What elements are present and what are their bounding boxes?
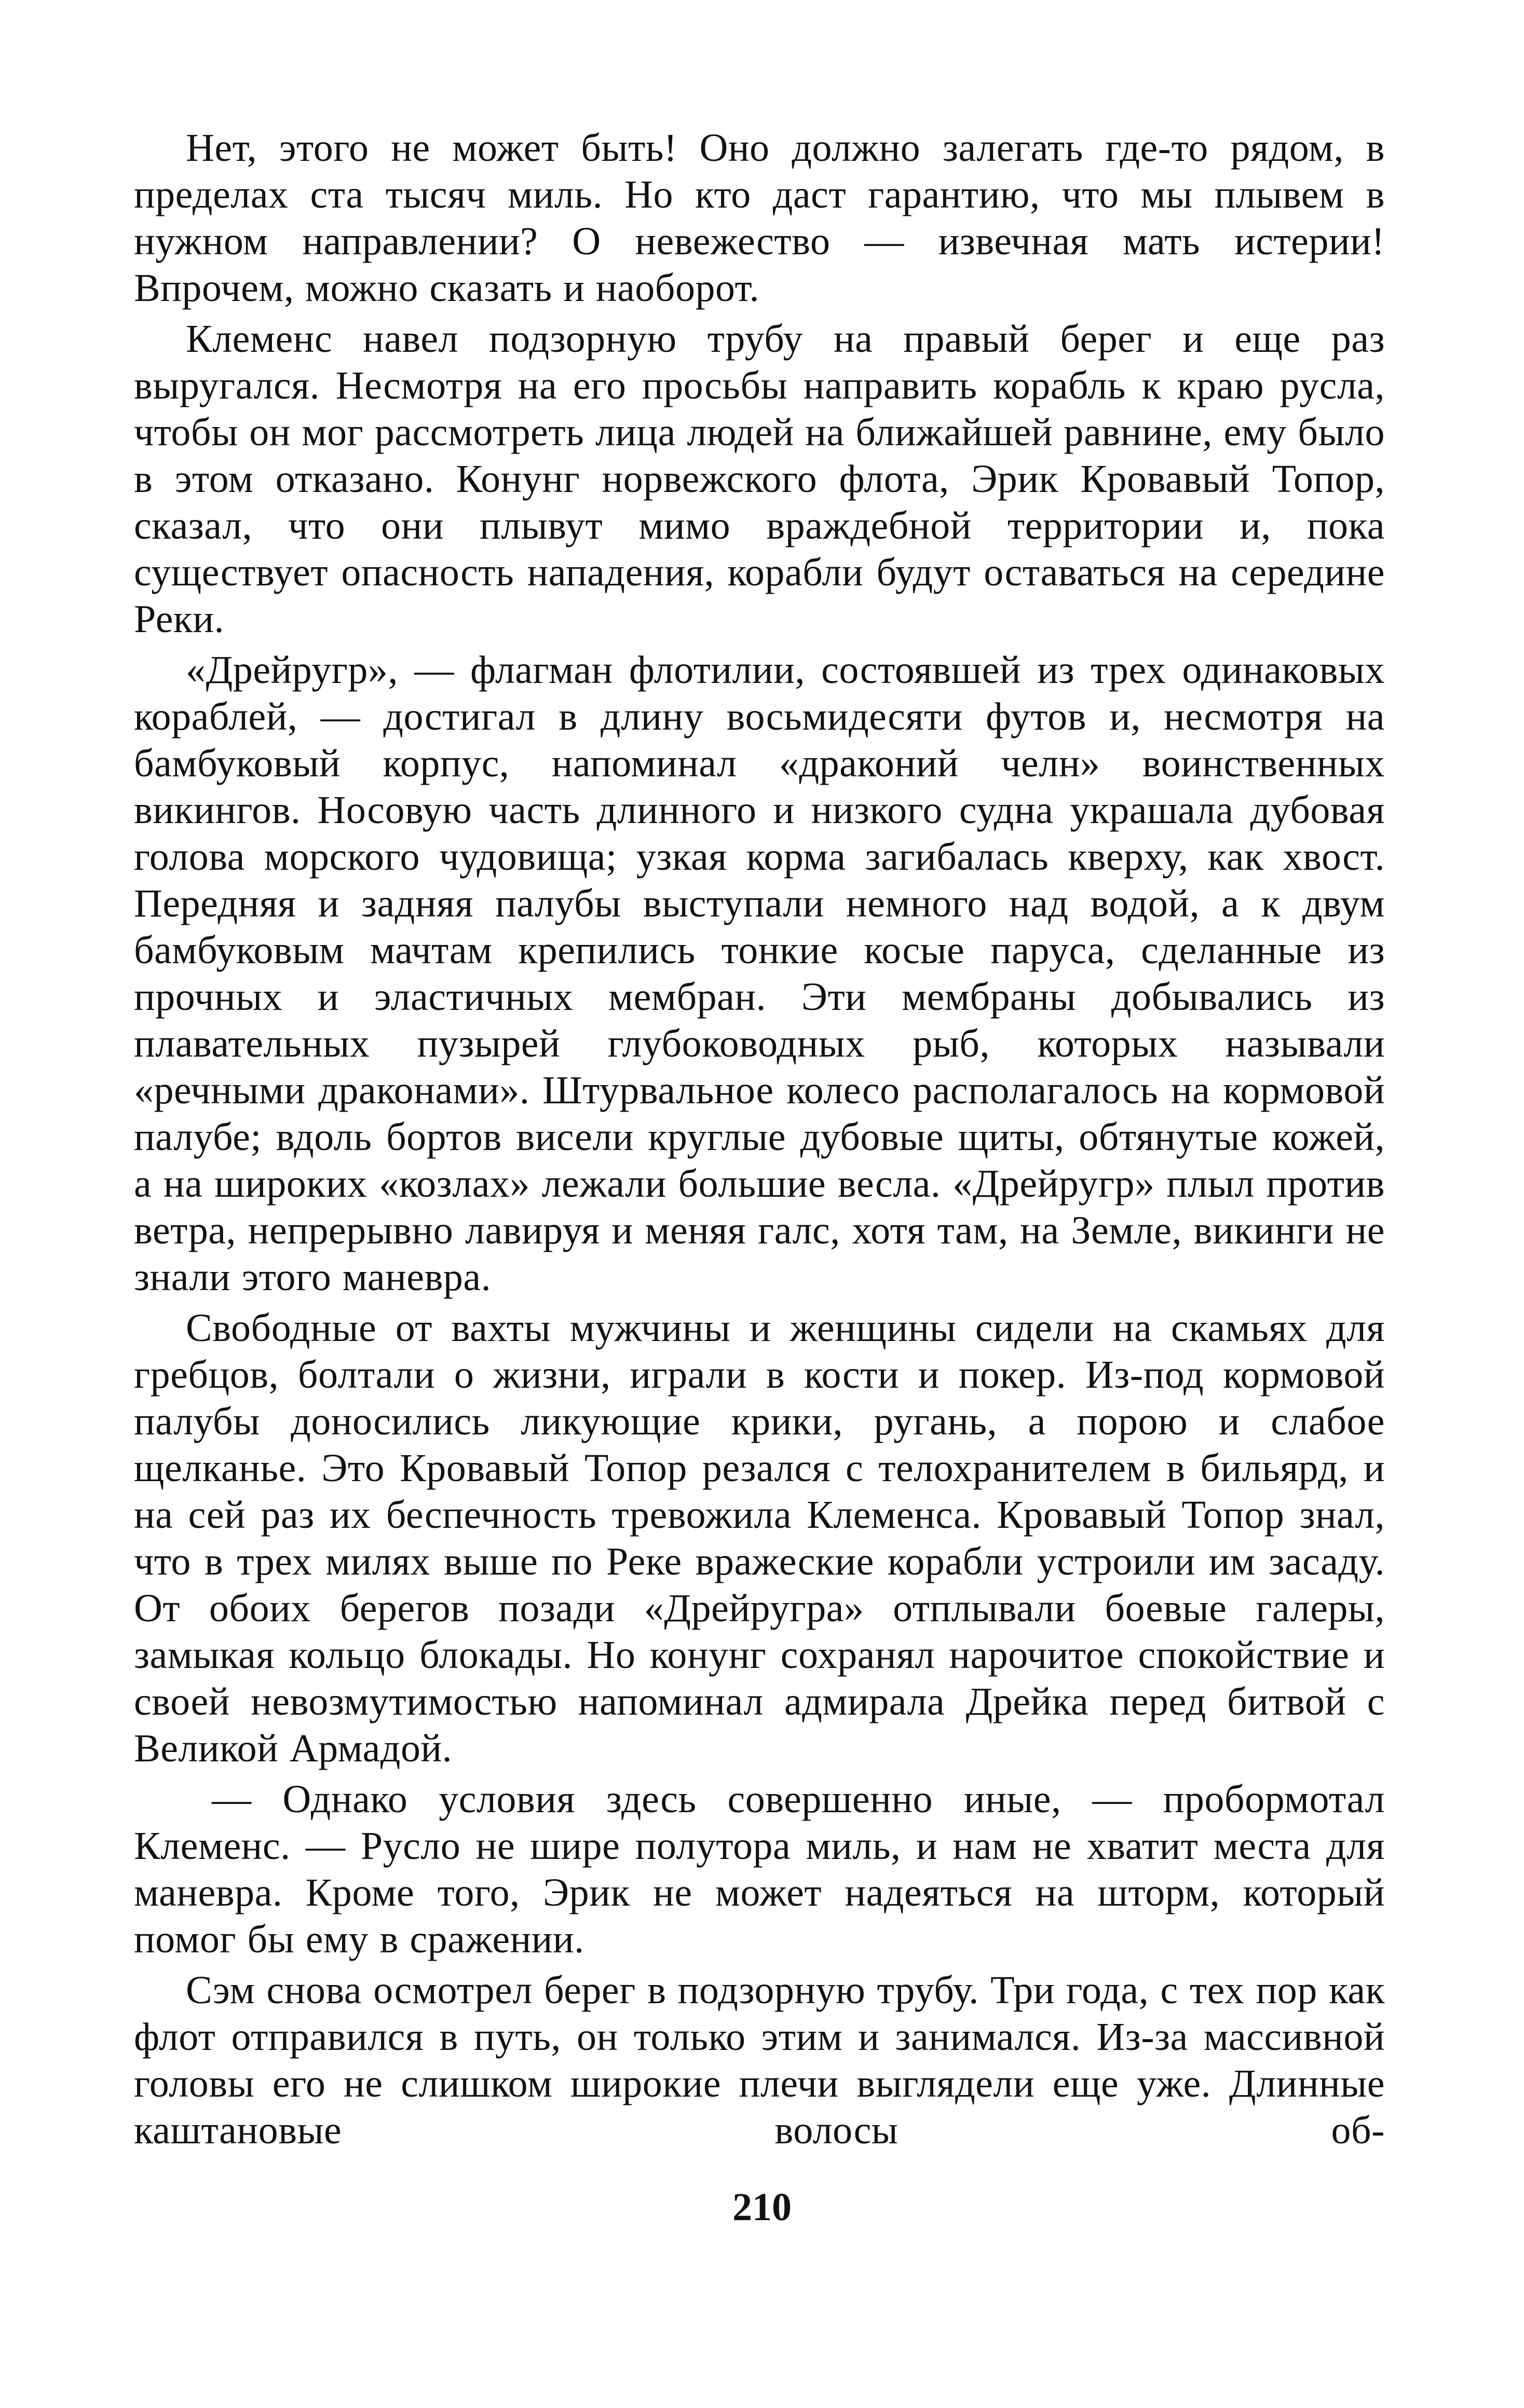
page-number: 210 bbox=[732, 2185, 792, 2229]
paragraph-6: Сэм снова осмотрел берег в подзорную трубу. Три года, с тех пор как флот отправился в путь, он только этим и занимался. Из-за массивной головы его не слишком широкие плечи выглядели еще уже. Длинные каштановые волосы об- bbox=[134, 1968, 1385, 2152]
paragraph-5-dialogue: — Однако условия здесь совершенно иные, — пробормотал Клеменс. — Русло не шире полутора миль, и нам не хватит места для маневра. Кроме того, Эрик не может надеяться на шторм, который помог бы ему в сражении. bbox=[134, 1777, 1385, 1961]
page-body bbox=[134, 125, 1385, 2158]
paragraph-3: «Дрейругр», — флагман флотилии, состоявшей из трех одинаковых кораблей, — достигал в длину восьмидесяти футов и, несмотря на бамбуковый корпус, напоминал «драконий челн» воинственных викингов. Носовую часть длинного и низкого судна украшала дубовая голова морского чудовища; узкая корма загибалась кверху, как хвост. Передняя и задняя палубы выступали немного над водой, а к двум бамбуковым мачтам крепились тонкие косые паруса, сделанные из прочных и эластичных мембран. Эти мембраны добывались из плавательных пузырей глубоководных рыб, которых называли «речными драконами». Штурвальное колесо располагалось на кормовой палубе; вдоль бортов висели круглые дубовые щиты, обтянутые кожей, а на широких «козлах» лежали большие весла. «Дрейругр» плыл против ветра, непрерывно лавируя и меняя галс, хотя там, на Земле, викинги не знали этого маневра. bbox=[134, 648, 1385, 1299]
paragraph-4: Свободные от вахты мужчины и женщины сидели на скамьях для гребцов, болтали о жизни, играли в кости и покер. Из-под кормовой палубы доносились ликующие крики, ругань, а порою и слабое щелканье. Это Кровавый Топор резался с телохранителем в бильярд, и на сей раз их беспечность тревожила Клеменса. Кровавый Топор знал, что в трех милях выше по Реке вражеские корабли устроили им засаду. От обоих берегов позади «Дрейругра» отплывали боевые галеры, замыкая кольцо блокады. Но конунг сохранял нарочитое спокойствие и своей невозмутимостью напоминал адмирала Дрейка перед битвой с Великой Армадой. bbox=[134, 1306, 1385, 1770]
paragraph-2: Клеменс навел подзорную трубу на правый берег и еще раз выругался. Несмотря на его просьбы направить корабль к краю русла, чтобы он мог рассмотреть лица людей на ближайшей равнине, ему было в этом отказано. Конунг норвежского флота, Эрик Кровавый Топор, сказал, что они плывут мимо враждебной территории и, пока существует опасность нападения, корабли будут оставаться на середине Реки. bbox=[134, 317, 1385, 641]
paragraph-1: Нет, этого не может быть! Оно должно залегать где-то рядом, в пределах ста тысяч миль. Но кто даст гарантию, что мы плывем в нужном направлении? О невежество — извечная мать истерии! Впрочем, можно сказать и наоборот. bbox=[134, 126, 1385, 310]
